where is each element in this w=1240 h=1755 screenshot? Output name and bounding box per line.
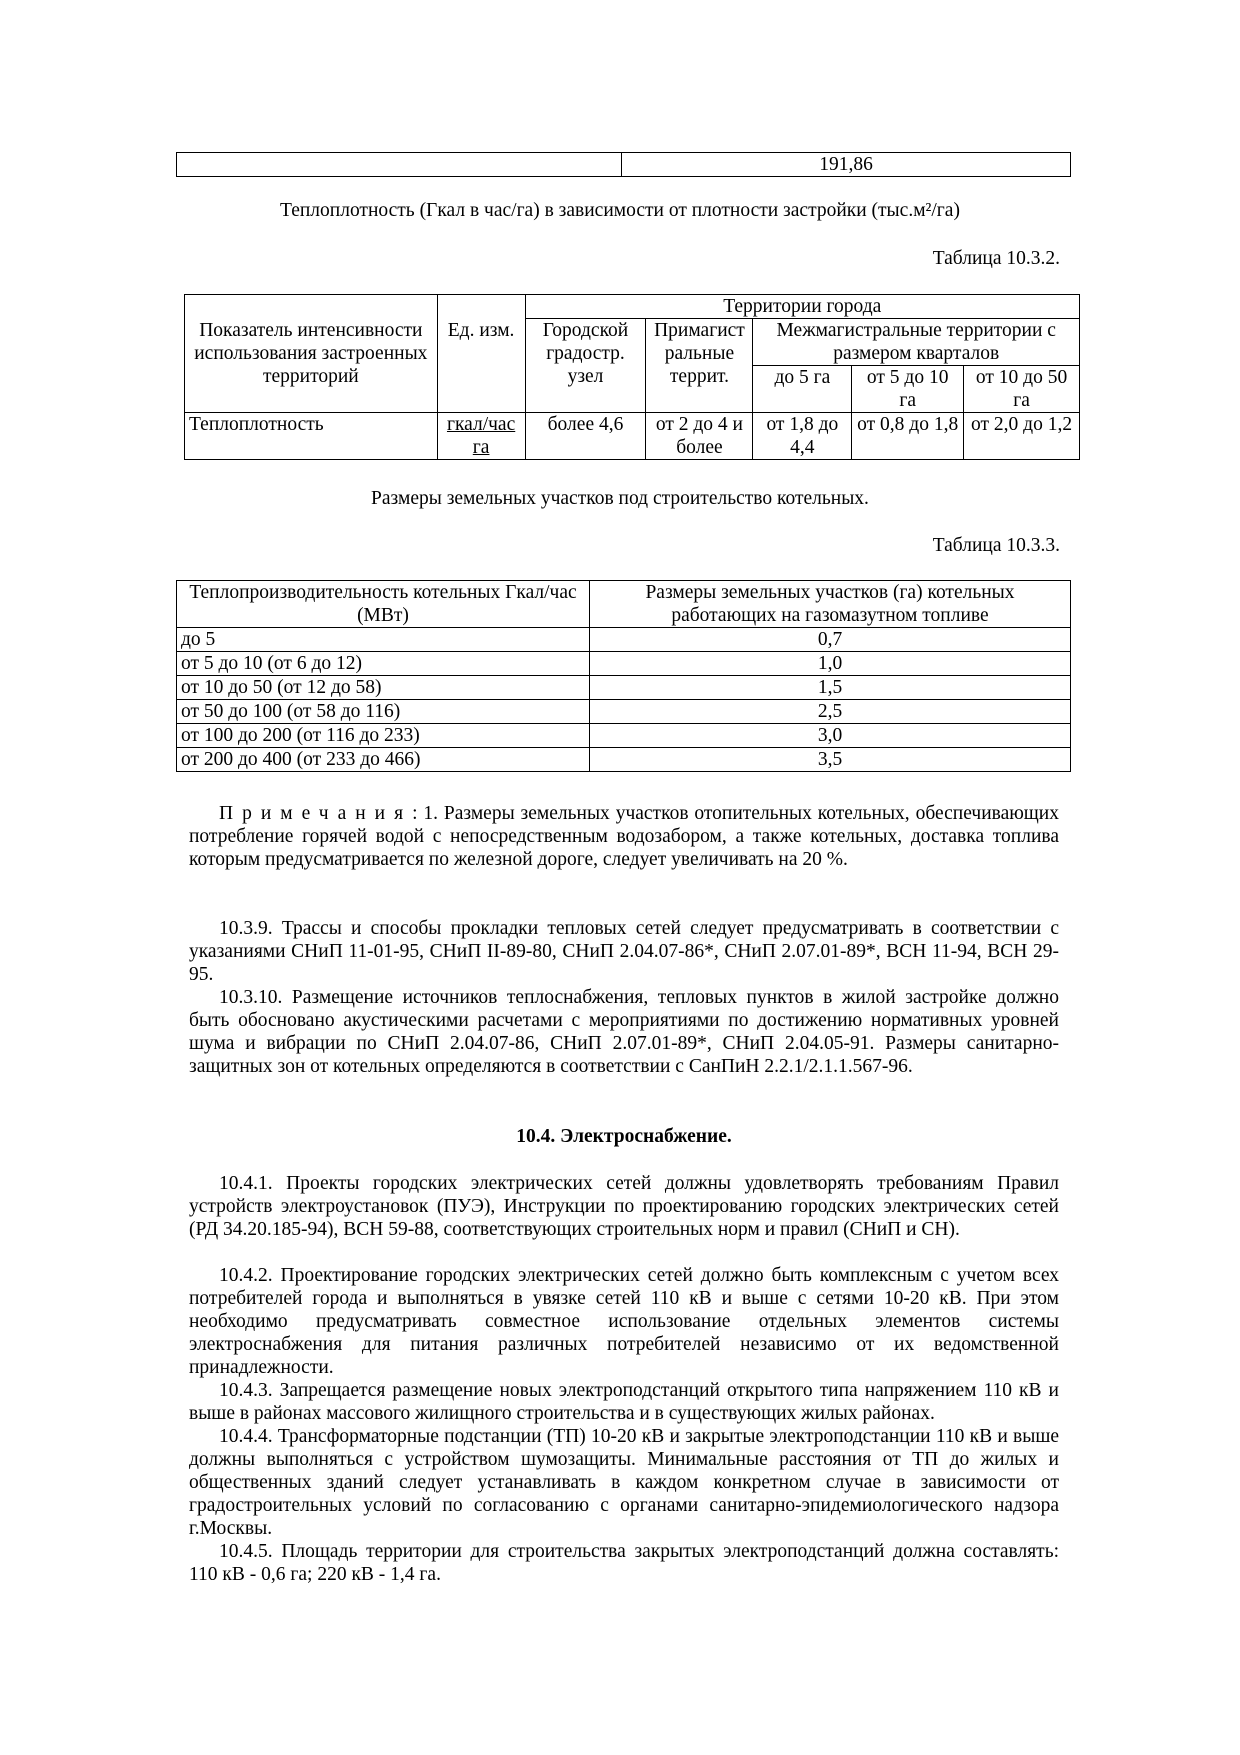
header-5-to-10: от 5 до 10 га [852,366,964,413]
header-inter-main: Межмагистральные территории с размером кварталов [753,319,1080,366]
area-cell: 1,0 [590,652,1071,676]
header-city-territories: Территории города [525,295,1079,319]
table-row [177,676,1071,700]
table-row [177,700,1071,724]
area-cell: 3,0 [590,724,1071,748]
boiler-plot-table [176,580,1071,772]
paragraph-10-3-10: 10.3.10. Размещение источников теплоснабжения, тепловых пунктов в жилой застройке должно быть обосновано акустическими расчетами с мероприятиями по достижению нормативных уровней шума и вибрации по СНиП 2.04.07-86, СНиП 2.07.01-89*, СНиП 2.04.05-91. Размеры санитарно-защитных зон от котельных определяются в соответствии с СанПиН 2.2.1/2.1.1.567-96. [189,987,1059,1077]
row-city-node-value: более 4,6 [525,413,646,460]
note-paragraph [189,802,1059,871]
table-row [177,628,1071,652]
top-table-right-cell: 191,86 [622,153,1071,177]
row-10-to-50-value: от 2,0 до 1,2 [964,413,1080,460]
paragraph-10-4-3: 10.4.3. Запрещается размещение новых электроподстанций открытого типа напряжением 110 кВ и выше в районах массового жилищного строительства и в существующих жилых районах. [189,1380,1059,1424]
row-heat-density-unit [437,413,525,460]
capacity-cell: от 10 до 50 (от 12 до 58) [177,676,590,700]
paragraph-10-3-9: 10.3.9. Трассы и способы прокладки тепловых сетей следует предусматривать в соответствии с указаниями СНиП 11-01-95, СНиП II-89-80, СНиП 2.04.07-86*, СНиП 2.07.01-89*, ВСН 11-94, ВСН 29-95. [189,918,1059,985]
capacity-cell: от 100 до 200 (от 116 до 233) [177,724,590,748]
table-caption-heat-density [150,199,1090,222]
header-unit: Ед. изм. [437,295,525,413]
table-label-10-3-2: Таблица 10.3.2. [932,248,1060,269]
capacity-cell: от 200 до 400 (от 233 до 466) [177,748,590,772]
capacity-cell: от 5 до 10 (от 6 до 12) [177,652,590,676]
unit-text: гкал/час га [446,414,516,458]
area-cell: 1,5 [590,676,1071,700]
header-area: Размеры земельных участков (га) котельных работающих на газомазутном топливе [590,581,1071,628]
area-cell: 3,5 [590,748,1071,772]
header-up-to-5: до 5 га [753,366,852,413]
row-up-to-5-value: от 1,8 до 4,4 [753,413,852,460]
area-cell: 0,7 [590,628,1071,652]
table-row [177,724,1071,748]
paragraph-10-4-2: 10.4.2. Проектирование городских электрических сетей должно быть комплексным с учетом всех потребителей города и выполняться в увязке сетей 110 кВ и выше с сетями 10-20 кВ. При этом необходимо предусматривать совместное использование отдельных элементов системы электроснабжения для питания различных потребителей независимо от их ведомственной принадлежности. [189,1265,1059,1378]
table-caption-boiler-plots: Размеры земельных участков под строительство котельных. [371,488,869,509]
row-5-to-10-value: от 0,8 до 1,8 [852,413,964,460]
area-cell: 2,5 [590,700,1071,724]
top-table-remnant [176,152,1071,177]
section-heading-10-4: 10.4. Электроснабжение. [516,1126,732,1147]
heat-density-table [184,294,1080,460]
table-row [177,652,1071,676]
header-capacity: Теплопроизводительность котельных Гкал/час (МВт) [177,581,590,628]
table-row [177,748,1071,772]
header-10-to-50: от 10 до 50 га [964,366,1080,413]
capacity-cell: до 5 [177,628,590,652]
header-indicator: Показатель интенсивности использования застроенных территорий [185,295,438,413]
paragraph-10-4-1: 10.4.1. Проекты городских электрических сетей должны удовлетворять требованиям Правил устройств электроустановок (ПУЭ), Инструкции по проектированию городских электрических сетей (РД 34.20.185-94), ВСН 59-88, соответствующих строительных норм и правил (СНиП и СН). [189,1173,1059,1240]
capacity-cell: от 50 до 100 (от 58 до 116) [177,700,590,724]
table-label-10-3-3: Таблица 10.3.3. [932,535,1060,556]
note-label: Примечания [219,803,413,824]
header-city-node: Городской градостр. узел [525,319,646,413]
paragraph-10-4-4: 10.4.4. Трансформаторные подстанции (ТП) 10-20 кВ и закрытые электроподстанции 110 кВ и выше должны выполняться с устройством шумозащиты. Минимальные расстояния от ТП до жилых и общественных зданий следует устанавливать в каждом конкретном случае в зависимости от градостроительных условий по согласованию с органами санитарно-эпидемиологического надзора г.Москвы. [189,1426,1059,1539]
paragraph-10-4-5: 10.4.5. Площадь территории для строительства закрытых электроподстанций должна составлять: 110 кВ - 0,6 га; 220 кВ - 1,4 га. [189,1541,1059,1585]
row-heat-density-name: Теплоплотность [185,413,438,460]
row-near-main-value: от 2 до 4 и более [646,413,753,460]
note-text: : 1. Размеры земельных участков отопительных котельных, обеспечивающих потребление горячей водой с непосредственным водозабором, а также котельных, доставка топлива которым предусматривается по железной дороге, следует увеличивать на 20 %. [189,803,1059,870]
caption-text: Теплоплотность (Гкал в час/га) в зависимости от плотности застройки (тыс.м²/га) [280,200,960,221]
top-table-left-cell [177,153,622,177]
header-near-main: Примагист ральные террит. [646,319,753,413]
